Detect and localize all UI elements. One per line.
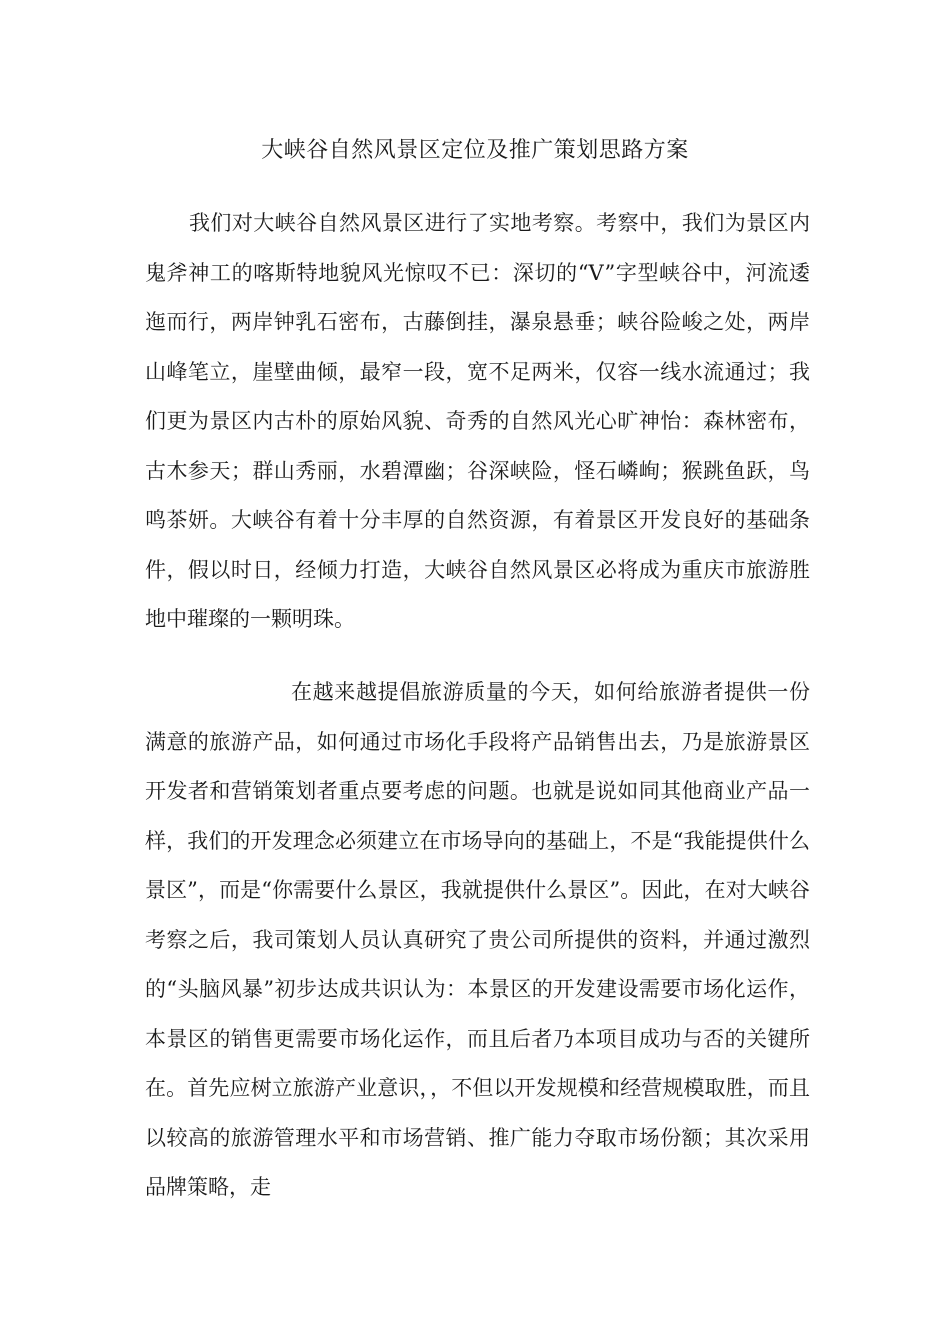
- document-title: 大峡谷自然风景区定位及推广策划思路方案: [261, 138, 689, 163]
- paragraph-market-orientation: 在越来越提倡旅游质量的今天，如何给旅游者提供一份满意的旅游产品，如何通过市场化手段将产品销售出去，乃是旅游景区开发者和营销策划者重点要考虑的问题。也就是说如同其他商业产品一样，我们的开发理念必须建立在市场导向的基础上，不是“我能提供什么景区”，而是“你需要什么景区，我就提供什么景区”。因此，在对大峡谷考察之后，我司策划人员认真研究了贵公司所提供的资料，并通过激烈的“头脑风暴”初步达成共识认为：本景区的开发建设需要市场化运作，本景区的销售更需要市场化运作，而且后者乃本项目成功与否的关键所在。首先应树立旅游产业意识，，不但以开发规模和经营规模取胜，而且以较高的旅游管理水平和市场营销、推广能力夺取市场份额；其次采用品牌策略，走: [145, 680, 810, 1199]
- paragraph-site-survey: 我们对大峡谷自然风景区进行了实地考察。考察中，我们为景区内鬼斧神工的喀斯特地貌风光惊叹不已：深切的“V”字型峡谷中，河流逶迤而行，两岸钟乳石密布，古藤倒挂，瀑泉悬垂；峡谷险峻之处，两岸山峰笔立，崖壁曲倾，最窄一段，宽不足两米，仅容一线水流通过；我们更为景区内古朴的原始风貌、奇秀的自然风光心旷神怡：森林密布，古木参天；群山秀丽，水碧潭幽；谷深峡险，怪石嶙峋；猴跳鱼跃，鸟鸣茶妍。大峡谷有着十分丰厚的自然资源，有着景区开发良好的基础条件，假以时日，经倾力打造，大峡谷自然风景区必将成为重庆市旅游胜地中璀璨的一颗明珠。: [145, 211, 810, 631]
